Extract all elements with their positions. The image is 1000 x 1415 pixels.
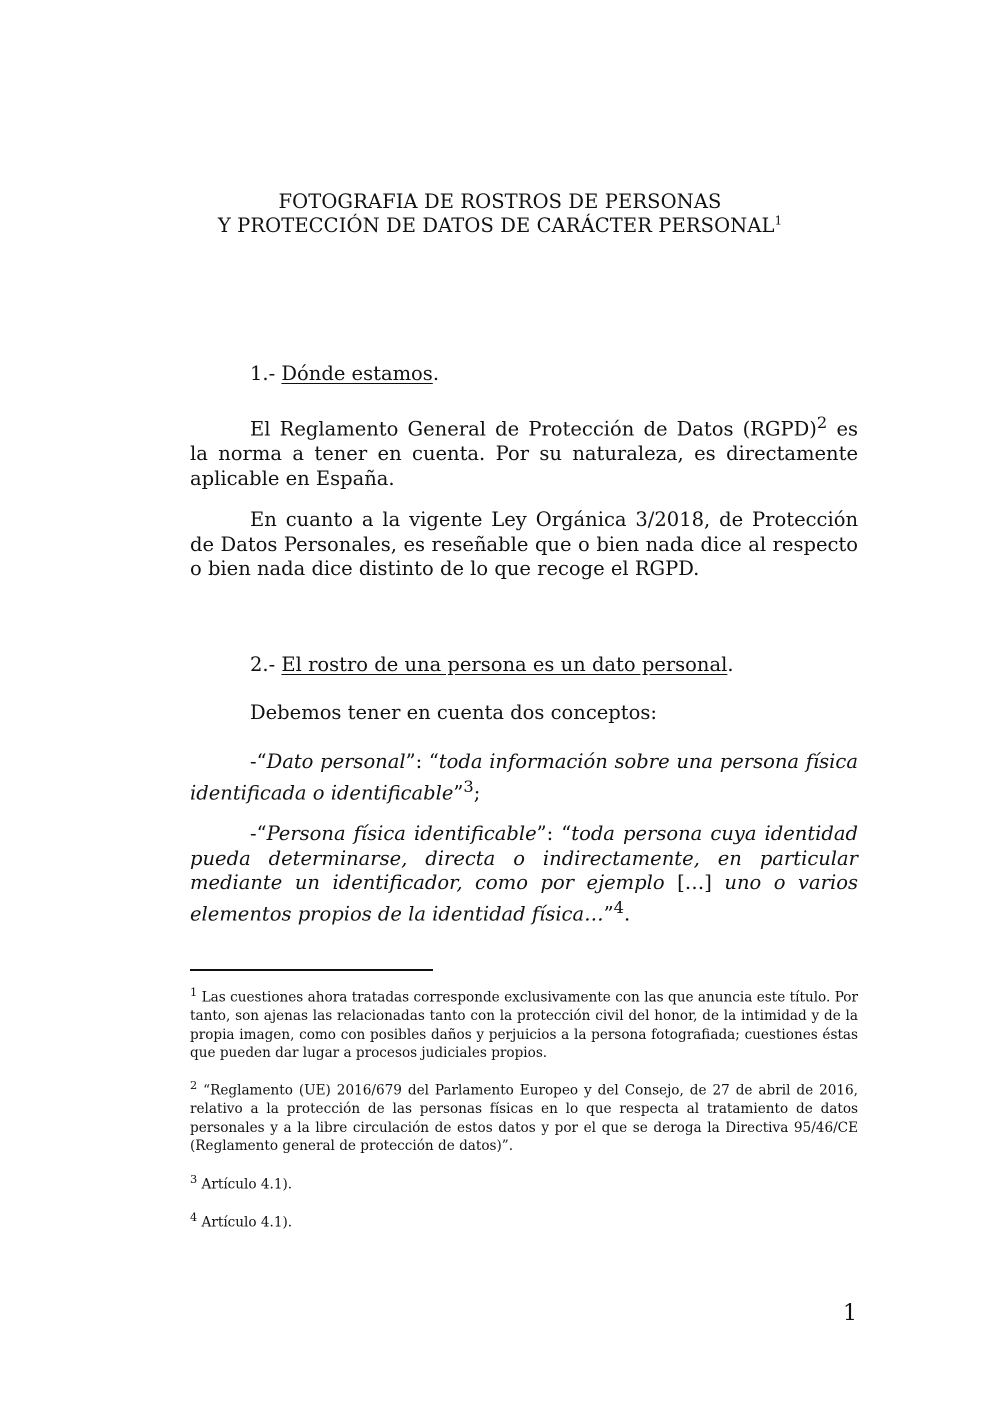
footnote-separator — [190, 969, 433, 971]
section-1 — [190, 362, 858, 387]
footnote-3: $^3$ Artículo 4.1). — [190, 1172, 293, 1193]
section-2-heading: 2.- El rostro de una persona es un dato personal. — [250, 653, 734, 676]
footnote-1: $^1$ Las cuestiones ahora tratadas corresponde exclusivamente con las que anuncia este título. Por tanto, son ajenas las relacionadas tanto con la protección civil del honor, de la intimidad y de la propia imagen, como con posibles daños y perjuicios a la persona fotografiada; cuestiones éstas que pueden dar lugar a procesos judiciales propios. — [190, 985, 858, 1062]
definition-1: -“Dato personal”: “toda información sobre una persona física identificada o identificable”$^3$; — [190, 750, 858, 804]
footnote-ref: 4 — [613, 897, 624, 917]
page-title — [0, 190, 1000, 238]
definition-2: -“Persona física identificable”: “toda persona cuya identidad pueda determinarse, directa o indirectamente, en particular mediante un identificador, como por ejemplo […] uno o varios elementos propios de la identidad física…”$^4$. — [190, 822, 858, 925]
footnote-ref: 3 — [463, 776, 474, 796]
title-line-1: FOTOGRAFIA DE ROSTROS DE PERSONAS — [278, 190, 722, 213]
footnote-ref: 1 — [774, 213, 783, 228]
section-2-intro: Debemos tener en cuenta dos conceptos: — [250, 701, 657, 724]
page-number: 1 — [843, 1301, 857, 1326]
footnote-4: $^4$ Artículo 4.1). — [190, 1210, 293, 1231]
section-1-paragraph-1: El Reglamento General de Protección de Datos (RGPD)$^2$ es la norma a tener en cuenta. Por su naturaleza, es directamente aplicable en España. — [190, 413, 858, 490]
footnote-2: $^2$ “Reglamento (UE) 2016/679 del Parlamento Europeo y del Consejo, de 27 de abril de 2016, relativo a la protección de las personas físicas en lo que respecta al tratamiento de datos personales y a la libre circulación de estos datos y por el que se deroga la Directiva 95/46/CE (Reglamento general de protección de datos)”. — [190, 1078, 858, 1155]
section-1-paragraph-2: En cuanto a la vigente Ley Orgánica 3/2018, de Protección de Datos Personales, es reseñable que o bien nada dice al respecto o bien nada dice distinto de lo que recoge el RGPD. — [190, 508, 858, 580]
section-2 — [190, 653, 858, 678]
title-line-2: Y PROTECCIÓN DE DATOS DE CARÁCTER PERSONAL$^1$ — [217, 213, 783, 237]
section-1-heading: 1.- Dónde estamos. — [250, 362, 440, 385]
footnote-ref: 2 — [816, 413, 828, 432]
